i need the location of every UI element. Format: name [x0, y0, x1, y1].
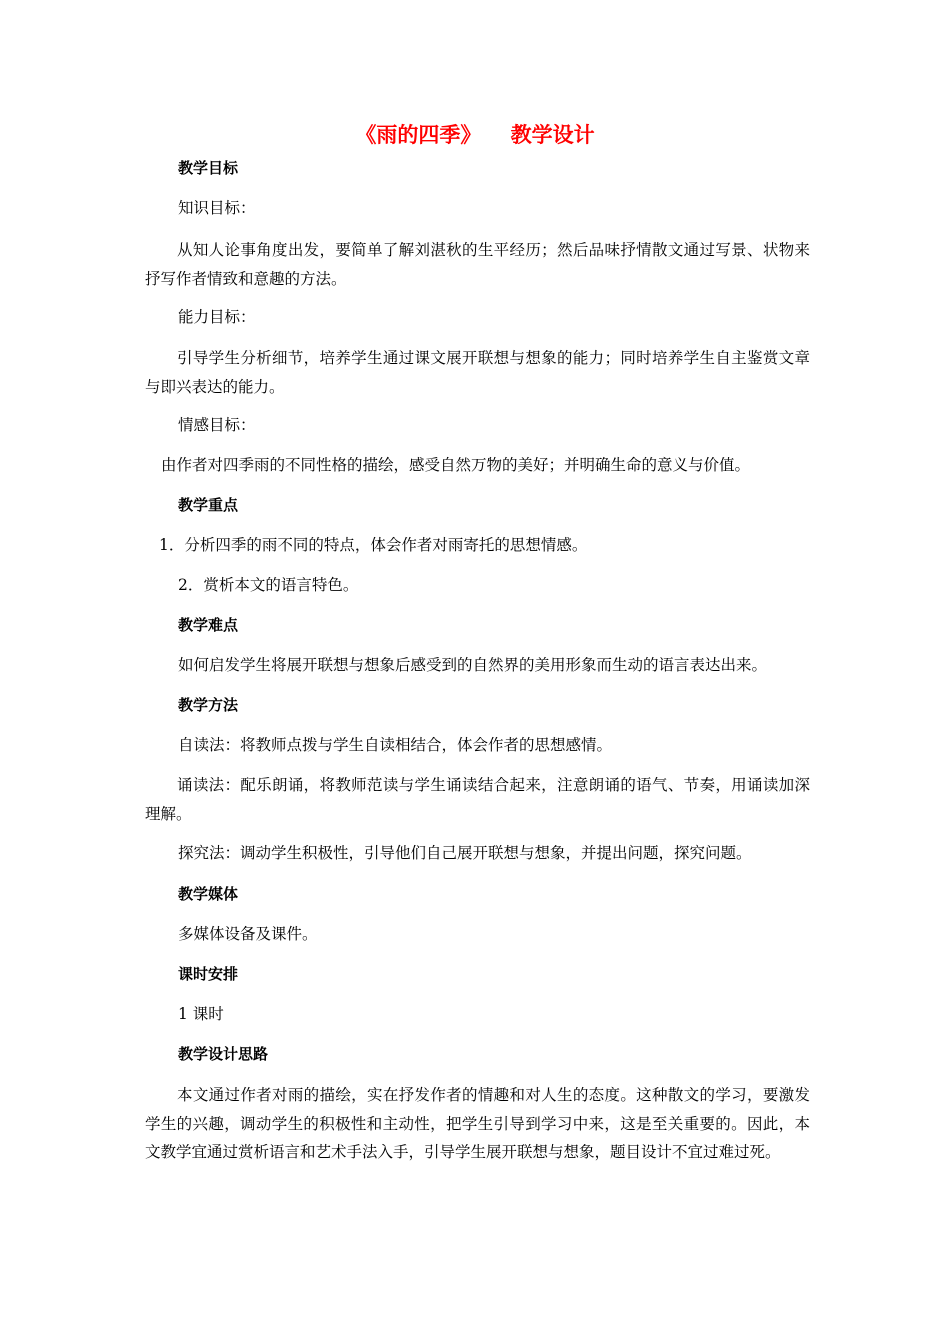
method-self-read: 自读法：将教师点拨与学生自读相结合，体会作者的思想感情。: [178, 736, 613, 754]
ability-label: 能力目标：: [178, 308, 256, 326]
method-explore: 探究法：调动学生积极性，引导他们自己展开联想与想象，并提出问题，探究问题。: [178, 844, 752, 862]
emotion-text: 由作者对四季雨的不同性格的描绘，感受自然万物的美好；并明确生命的意义与价值。: [161, 456, 751, 474]
key-points-heading: 教学重点: [178, 496, 239, 514]
ability-text: 引导学生分析细节，培养学生通过课文展开联想与想象的能力；同时培养学生自主鉴赏文章与即兴表达的能力。: [145, 349, 810, 396]
design-heading: 教学设计思路: [178, 1045, 269, 1063]
media-text: 多媒体设备及课件。: [178, 925, 318, 943]
difficulty-heading: 教学难点: [178, 616, 239, 634]
knowledge-text: 从知人论事角度出发，要简单了解刘湛秋的生平经历；然后品味抒情散文通过写景、状物来抒写作者情致和意趣的方法。: [145, 241, 810, 288]
difficulty-text: 如何启发学生将展开联想与想象后感受到的自然界的美用形象而生动的语言表达出来。: [178, 656, 768, 674]
knowledge-label: 知识目标：: [178, 199, 256, 217]
document-title: 《雨的四季》 教学设计: [355, 123, 595, 147]
key-point-2: 2．赏析本文的语言特色。: [178, 576, 359, 594]
emotion-label: 情感目标：: [178, 416, 256, 434]
design-text: 本文通过作者对雨的描绘，实在抒发作者的情趣和对人生的态度。这种散文的学习，要激发学生的兴趣，调动学生的积极性和主动性，把学生引导到学习中来，这是至关重要的。因此，本文教学宜通过赏析语言和艺术手法入手，引导学生展开联想与想象，题目设计不宜过难过死。: [145, 1086, 810, 1161]
schedule-text: 1 课时: [178, 1005, 224, 1023]
key-point-1: 1．分析四季的雨不同的特点，体会作者对雨寄托的思想情感。: [159, 536, 588, 554]
schedule-heading: 课时安排: [178, 965, 239, 983]
method-recite: 诵读法：配乐朗诵，将教师范读与学生诵读结合起来，注意朗诵的语气、节奏，用诵读加深理解。: [145, 776, 810, 823]
objectives-heading: 教学目标: [178, 159, 239, 177]
methods-heading: 教学方法: [178, 696, 239, 714]
media-heading: 教学媒体: [178, 885, 239, 903]
